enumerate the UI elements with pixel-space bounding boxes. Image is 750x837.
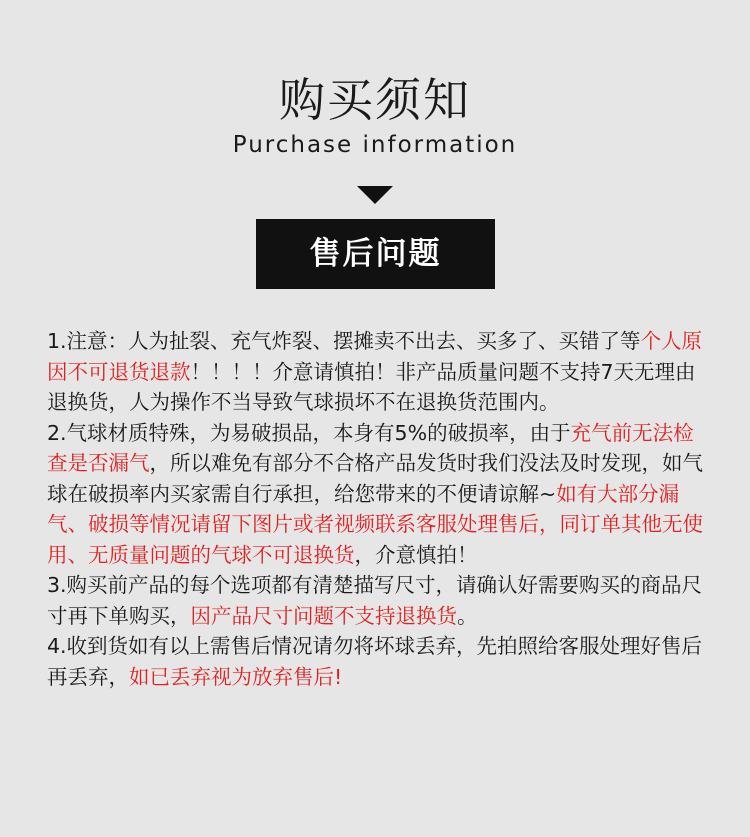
down-triangle-icon	[357, 186, 393, 204]
note-3-text: 3.购买前产品的每个选项都有清楚描写尺寸，请确认好需要购买的商品尺寸再下单购买，	[47, 573, 703, 628]
note-2-highlight-2: 如有大部分漏气、破损等情况请留下图片或者视频联系客服处理售后，同订单其他无使用、无质量问题的气球不可退换货	[47, 481, 703, 567]
note-2-highlight: 充气前无法检查是否漏气	[47, 420, 694, 475]
section-banner-after-sales: 售后问题	[256, 219, 495, 289]
notes-content	[47, 326, 709, 692]
note-4	[47, 631, 709, 692]
note-2-text-mid: ，所以难免有部分不合格产品发货时我们没法及时发现，如气球在破损率内买家需自行承担，给您带来的不便请谅解~	[47, 451, 703, 506]
note-3	[47, 570, 709, 631]
page-title: 购买须知	[279, 73, 471, 127]
note-1-highlight: 个人原因不可退货退款	[47, 329, 703, 384]
note-2	[47, 418, 709, 571]
note-1	[47, 326, 709, 418]
note-3-text-end: 。	[457, 603, 478, 628]
note-2-text: 2.气球材质特殊，为易破损品，本身有5%的破损率，由于	[47, 420, 571, 445]
note-2-text-end: ，介意慎拍！	[354, 542, 478, 567]
note-4-highlight: 如已丢弃视为放弃售后!	[129, 664, 343, 689]
note-1-text-end: ！！！！介意请慎拍！非产品质量问题不支持7天无理由退换货，人为操作不当导致气球损坏不在退换货范围内。	[47, 359, 696, 414]
note-3-highlight: 因产品尺寸问题不支持退换货	[190, 603, 457, 628]
note-1-text: 1.注意：人为扯裂、充气炸裂、摆摊卖不出去、买多了、买错了等	[47, 329, 641, 353]
note-4-text: 4.收到货如有以上需售后情况请勿将坏球丢弃，先拍照给客服处理好售后再丢弃，	[47, 634, 703, 689]
page-subtitle: Purchase information	[232, 132, 518, 158]
